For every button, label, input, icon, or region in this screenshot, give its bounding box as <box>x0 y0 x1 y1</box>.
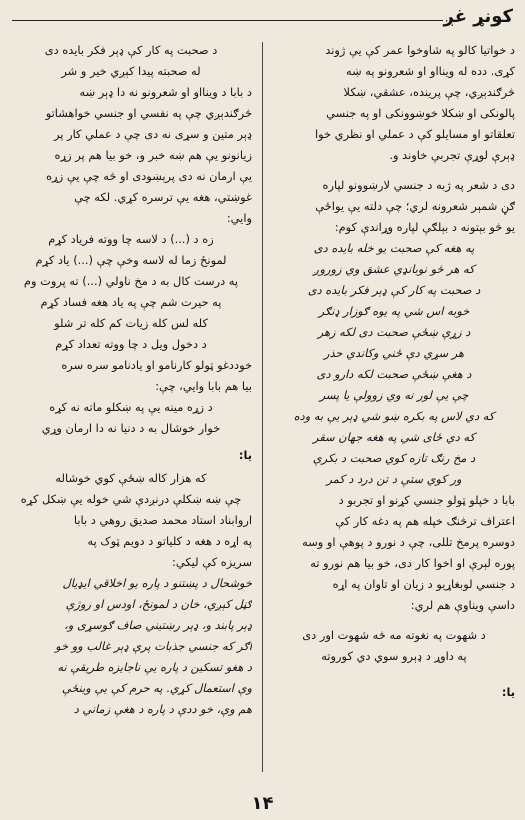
verse-line: د شهوت په نغوته مه څه شهوت اور دی <box>302 628 486 642</box>
left-column <box>10 40 252 775</box>
text-line: یې ارمان نه دی پرېښودی او څه چې یې زړه <box>46 169 252 183</box>
text-line: د جنسي لوبغاړیو د زیان او تاوان په اړه <box>332 577 515 591</box>
verse-line: د زړه مینه یې په ښکلو ماته نه کړه <box>49 400 213 414</box>
text-line: سریزه کې لیکي: <box>172 555 252 569</box>
verse-line: له صحبته پیدا کېږي خیر و شر <box>61 64 201 78</box>
text-line: بابا د خپلو ټولو جنسي کړنو او تجربو د <box>338 493 515 507</box>
quote-line: اګر که جنسي جذبات پرې ډېر غالب وو خو <box>55 639 252 653</box>
text-line: دوسره پرمخ تللی، چې د نورو د پوهې او وسه <box>302 535 515 549</box>
text-line: کړی. دده له وینااو او شعرونو په ښه <box>346 64 515 78</box>
verse-line: ور کوي ستې د تن درد د کمر <box>326 472 462 486</box>
text-line: پوره لېرې او اخوا کار دی، خو بیا هم نورو ته <box>310 556 515 570</box>
verse-line: په داوړ د ډېرو سوي دي کوروته <box>321 649 467 663</box>
verse-line: که هزار کاله ښځې کوي خوشاله <box>55 471 207 485</box>
header-rule <box>12 20 443 21</box>
text-line: بیا هم بابا وایي، چې: <box>155 379 252 393</box>
verse-line: په درست کال به د مخ ناولي (...) ته پروت وم <box>23 274 239 288</box>
verse-line: د دخول ویل د چا ووته تعداد کړم <box>55 337 207 351</box>
text-line: د خواتیا کالو په شاوخوا عمر کې یې ژوند <box>325 43 515 57</box>
verse-line: چې یې لور نه وي زوولې یا پسر <box>319 388 469 402</box>
column-divider <box>262 42 263 772</box>
verse-line: په حیرت شم چې په یاد هغه فساد کړم <box>40 295 222 309</box>
quote-line: د هغو تسکین د پاره یې ناجایزه طریقې نه <box>57 660 252 674</box>
text-line: دی د شعر په ژبه د جنسي لارښوونو لپاره <box>322 178 515 192</box>
page-number: ۱۴ <box>251 793 274 814</box>
verse-line: د صحبت په کار کې ډېر فکر بایده دی <box>307 283 481 297</box>
verse-line: که هر څو نوبانډي عشق وي زوروږ <box>313 262 475 276</box>
text-line: د بابا د وینااو او شعرونو نه دا ډېر ښه <box>79 85 252 99</box>
text-line: اعتراف ترڅنګ خپله هم په دغه کار کې <box>335 514 515 528</box>
quote-line: خوشحال د پښتنو د پاره یو اخلاقي ایډیال <box>62 576 252 590</box>
verse-line: که دي لاس په بکره ښو شي ډېر یې به وده <box>293 409 495 423</box>
verse-line: د هغې ښځې صحبت لکه دارو دی <box>316 367 472 381</box>
verse-line: د صحبت په کار کې ډېر فکر بایده دی <box>44 43 218 57</box>
quote-line: ګڼل کېږي، خان د لمونځ، اودس او روژې <box>65 597 252 611</box>
verse-line: خوار خوشال به د دنیا نه دا ارمان وړي <box>41 421 221 435</box>
verse-line: هر سړي دې ځني وکاندي حذر <box>323 346 465 360</box>
verse-line: چې ښه ښکلې درنږدې شي خوله یې ښکل کړه <box>20 492 242 506</box>
verse-line: د زړې ښځې صحبت دی لکه زهر <box>317 325 471 339</box>
text-line: ګڼ شمېر شعرونه لري؛ چې دلته یې یواځې <box>315 199 515 213</box>
page-header <box>12 6 513 36</box>
text-line: خوددغو ټولو کارنامو او یادنامو سره سره <box>61 358 252 372</box>
quote-line: هم وې، خو ددې د پاره د هغې زماني د <box>73 702 252 716</box>
text-line: په اړه د هغه د کلیاتو د دویم ټوک په <box>87 534 252 548</box>
text-line: ډېرې لوړې تجربې خاوند و. <box>389 148 515 162</box>
text-line: یو څو بېتونه د بېلګې لپاره وړاندې کوم: <box>334 220 515 234</box>
header-title: کونړ غږ <box>443 6 513 27</box>
verse-line: لمونځ زما له لاسه وخې چې (...) یاد کړم <box>35 253 227 267</box>
ya-label: یا: <box>501 685 515 699</box>
text-line: زیانونو یې هم ښه خبر و، خو بیا هم پر زړه <box>54 148 252 162</box>
verse-line: په هغه کې صحبت یو خله بایده دی <box>313 241 475 255</box>
text-line: څرګندېږي چې په نفسي او جنسي خواهشاتو <box>45 106 252 120</box>
text-line: اروابناد استاد محمد صدیق روهي د بابا <box>73 513 252 527</box>
text-line: ډېر متین و سړی نه دی چې د عملي کار پر <box>54 127 252 141</box>
text-line: داسې ویناوې هم لري: <box>410 598 515 612</box>
text-line: وایي: <box>226 211 252 225</box>
quote-line: وې استعمال کړي. په حرم کې یې وینځې <box>61 681 252 695</box>
verse-line: کله لس کله زیات کم کله تر شلو <box>54 316 208 330</box>
verse-line: زه د (...) د لاسه چا ووته فریاد کړم <box>48 232 214 246</box>
text-line: څرګندېږي، چې پرینده، عشقي، ښکلا <box>343 85 515 99</box>
text-line: تعلقاتو او مسایلو کې د عملي او نظري خوا <box>314 127 515 141</box>
text-line: پالونکی او ښکلا خوښوونکی او په جنسي <box>326 106 515 120</box>
verse-line: خوبه اس شي په یوه ګوزار ډنګر <box>318 304 470 318</box>
quote-line: ډېر پابند و، ډېر رښتیني صاف ګوسړی و، <box>64 618 252 632</box>
text-line: غوښتي، هغه یې ترسره کړي. لکه چې <box>74 190 252 204</box>
right-column <box>273 40 515 775</box>
verse-line: د مخ رنګ تازه کوي صحبت د بکرې <box>312 451 476 465</box>
verse-line: که دي ځای شي په هغه جهان سقر <box>313 430 475 444</box>
ya-label: یا: <box>238 448 252 462</box>
